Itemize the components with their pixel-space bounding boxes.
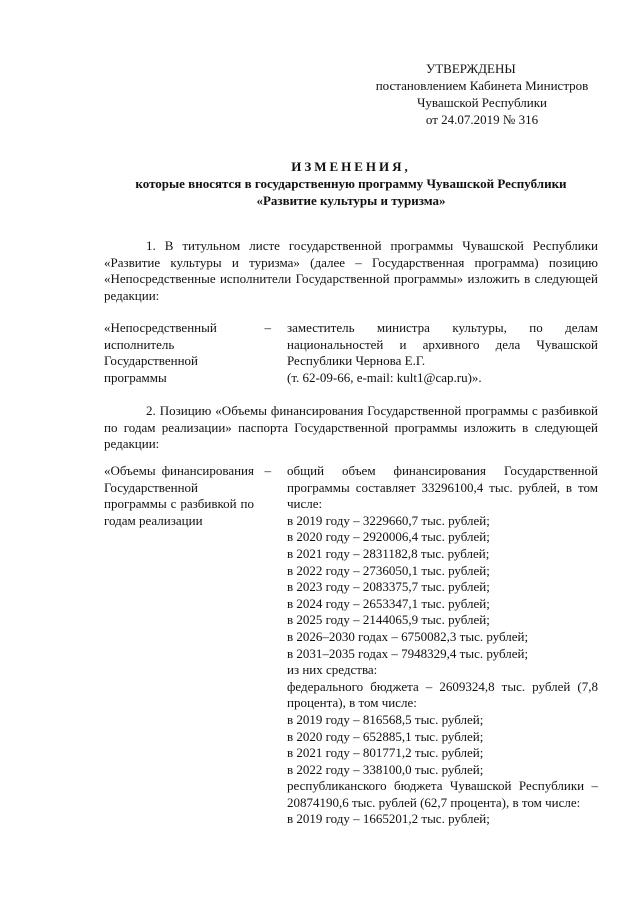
heading-subtitle-2: «Развитие культуры и туризма» <box>256 193 446 208</box>
financing-line: в 2019 году – 1665201,2 тыс. рублей; <box>287 811 490 827</box>
financing-line: в 2021 году – 801771,2 тыс. рублей; <box>287 745 484 761</box>
approval-line-3: от 24.07.2019 № 316 <box>425 112 539 127</box>
approval-title: УТВЕРЖДЕНЫ <box>426 61 516 76</box>
financing-line: в 2025 году – 2144065,9 тыс. рублей; <box>287 612 490 628</box>
approval-line-1: постановлением Кабинета Министров <box>375 78 589 93</box>
section-1-executor: заместитель министра культуры, по делам национальностей и архивного дела Чувашской Республики Чернова Е.Г. <box>287 320 598 369</box>
financing-line: в 2021 году – 2831182,8 тыс. рублей; <box>287 545 490 561</box>
financing-line: в 2023 году – 2083375,7 тыс. рублей; <box>287 579 490 595</box>
financing-line: в 2024 году – 2653347,1 тыс. рублей; <box>287 595 490 611</box>
financing-line: из них средства: <box>287 662 378 678</box>
heading-title: ИЗМЕНЕНИЯ, <box>291 159 411 174</box>
approval-stamp <box>362 60 602 128</box>
financing-line: в 2020 году – 2920006,4 тыс. рублей; <box>287 529 490 545</box>
financing-line: в 2022 году – 2736050,1 тыс. рублей; <box>287 562 490 578</box>
section-2-paragraph: 2. Позицию «Объемы финансирования Государственной программы с разбивкой по годам реализации» паспорта Государственной программы изложить в следующей редакции: <box>104 403 598 452</box>
financing-line: федерального бюджета – 2609324,8 тыс. рублей (7,8 процента), в том числе: <box>287 678 598 711</box>
financing-line: общий объем финансирования Государственной программы составляет 33296100,4 тыс. рублей, в том числе: <box>287 463 598 512</box>
financing-line: в 2020 году – 652885,1 тыс. рублей; <box>287 728 484 744</box>
financing-line: республиканского бюджета Чувашской Республики – 20874190,6 тыс. рублей (62,7 процента), в том числе: <box>287 778 598 810</box>
financing-line: в 2019 году – 3229660,7 тыс. рублей; <box>287 512 490 528</box>
section-1-contacts: (т. 62-09-66, e-mail: kult1@cap.ru)». <box>287 369 482 385</box>
section-1-left-cell: «Непосредственный исполнитель Государственной программы – <box>104 320 271 385</box>
approval-line-2: Чувашской Республики <box>416 95 548 110</box>
financing-line: в 2026–2030 годах – 6750082,3 тыс. рублей; <box>287 628 529 644</box>
section-1-paragraph: 1. В титульном листе государственной программы Чувашской Республики «Развитие культуры и туризма» (далее – Государственная программа) позицию «Непосредственные исполнители Государственной программы» изложить в следующей редакции: <box>104 238 598 303</box>
section-1-right-cell <box>287 320 598 386</box>
financing-line: в 2019 году – 816568,5 тыс. рублей; <box>287 711 484 727</box>
section-2-right-cell <box>287 463 598 828</box>
heading-subtitle-1: которые вносятся в государственную программу Чувашской Республики <box>135 176 567 191</box>
document-heading <box>100 158 602 209</box>
section-2-left-cell: «Объемы финансирования Государственной программы с разбивкой по годам реализации – <box>104 463 271 528</box>
financing-line: в 2031–2035 годах – 7948329,4 тыс. рублей; <box>287 645 529 661</box>
financing-line: в 2022 году – 338100,0 тыс. рублей; <box>287 761 484 777</box>
